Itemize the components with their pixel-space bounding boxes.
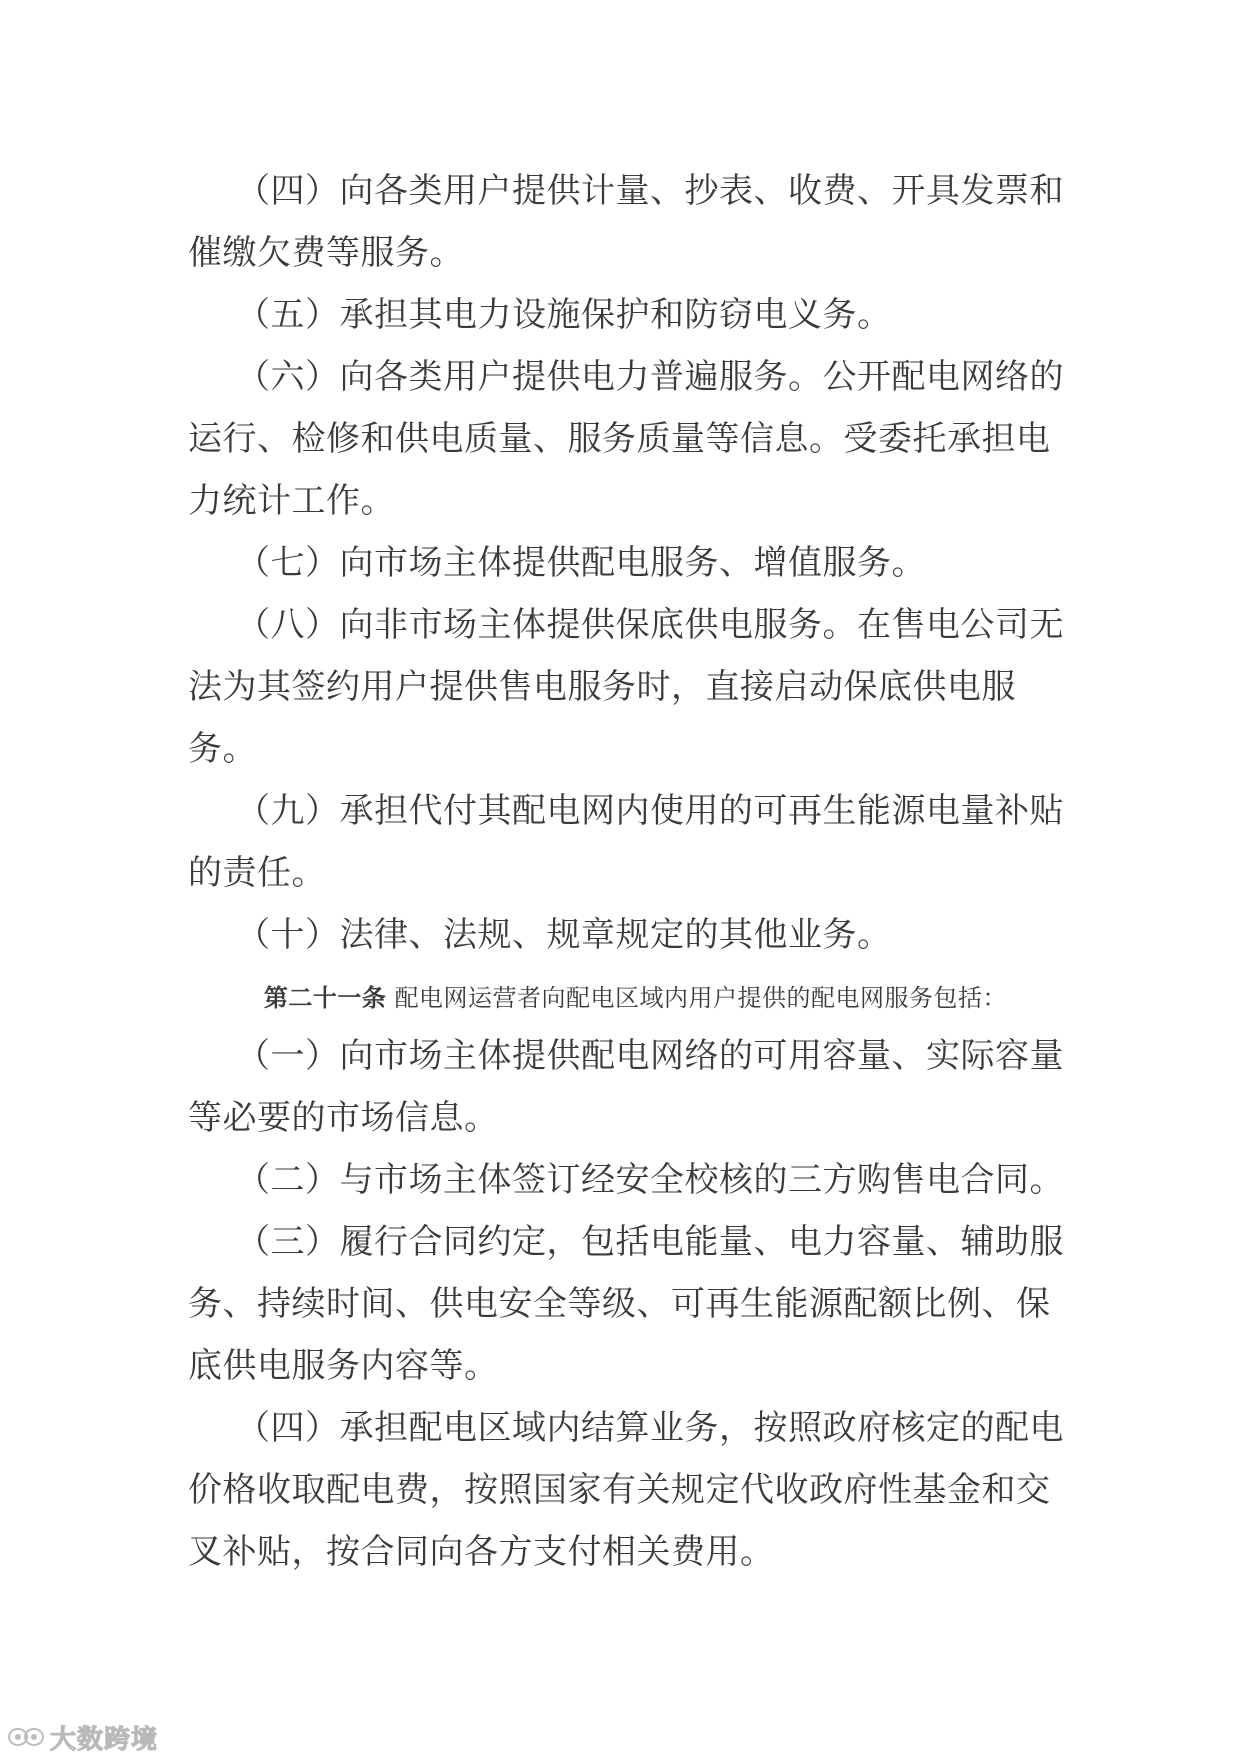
paragraph-text: 承担代付其配电网内使用的可再生能源电量补贴的责任。 (188, 791, 1064, 893)
paragraph-marker: （一） (236, 1036, 340, 1076)
paragraph-text: 法律、法规、规章规定的其他业务。 (339, 915, 892, 955)
paragraph-text: 向市场主体提供配电服务、增值服务。 (339, 543, 926, 583)
paragraph-text: 与市场主体签订经安全校核的三方购售电合同。 (339, 1160, 1064, 1200)
paragraph-item-1 (188, 1025, 1083, 1149)
paragraph-text: 向各类用户提供计量、抄表、收费、开具发票和催缴欠费等服务。 (188, 171, 1064, 273)
paragraph-marker: （十） (236, 915, 340, 955)
document-page (188, 160, 1083, 1583)
paragraph-marker: （四） (236, 1408, 340, 1448)
paragraph-item-10 (188, 904, 1083, 966)
article-text: 配电网运营者向配电区域内用户提供的配电网服务包括： (394, 984, 1008, 1012)
paragraph-item-3 (188, 1211, 1083, 1397)
eye-logo-icon (6, 1725, 46, 1749)
paragraph-text: 向市场主体提供配电网络的可用容量、实际容量等必要的市场信息。 (188, 1036, 1064, 1138)
watermark (6, 1722, 159, 1755)
paragraph-text: 向各类用户提供电力普遍服务。公开配电网络的运行、检修和供电质量、服务质量等信息。受委托承担电力统计工作。 (188, 357, 1064, 521)
paragraph-item-2 (188, 1149, 1083, 1211)
paragraph-text: 向非市场主体提供保底供电服务。在售电公司无法为其签约用户提供售电服务时，直接启动保底供电服务。 (188, 605, 1064, 769)
paragraph-text: 履行合同约定，包括电能量、电力容量、辅助服务、持续时间、供电安全等级、可再生能源配额比例、保底供电服务内容等。 (188, 1222, 1064, 1386)
paragraph-item-7 (188, 532, 1083, 594)
article-title: 第二十一条 (263, 984, 387, 1012)
paragraph-marker: （五） (236, 295, 340, 335)
paragraph-marker: （七） (236, 543, 340, 583)
paragraph-marker: （二） (236, 1160, 340, 1200)
paragraph-item-5 (188, 284, 1083, 346)
paragraph-item-4b (188, 1397, 1083, 1583)
article-heading (188, 966, 1083, 1025)
paragraph-text: 承担其电力设施保护和防窃电义务。 (339, 295, 892, 335)
paragraph-marker: （九） (236, 791, 340, 831)
paragraph-item-4 (188, 160, 1083, 284)
paragraph-marker: （四） (236, 171, 340, 211)
paragraph-text: 承担配电区域内结算业务，按照政府核定的配电价格收取配电费，按照国家有关规定代收政府性基金和交叉补贴，按合同向各方支付相关费用。 (188, 1408, 1064, 1572)
paragraph-item-6 (188, 346, 1083, 532)
paragraph-marker: （三） (236, 1222, 340, 1262)
paragraph-marker: （六） (236, 357, 340, 397)
watermark-text: 大数跨境 (50, 1724, 159, 1755)
paragraph-item-9 (188, 780, 1083, 904)
paragraph-marker: （八） (236, 605, 340, 645)
paragraph-item-8 (188, 594, 1083, 780)
